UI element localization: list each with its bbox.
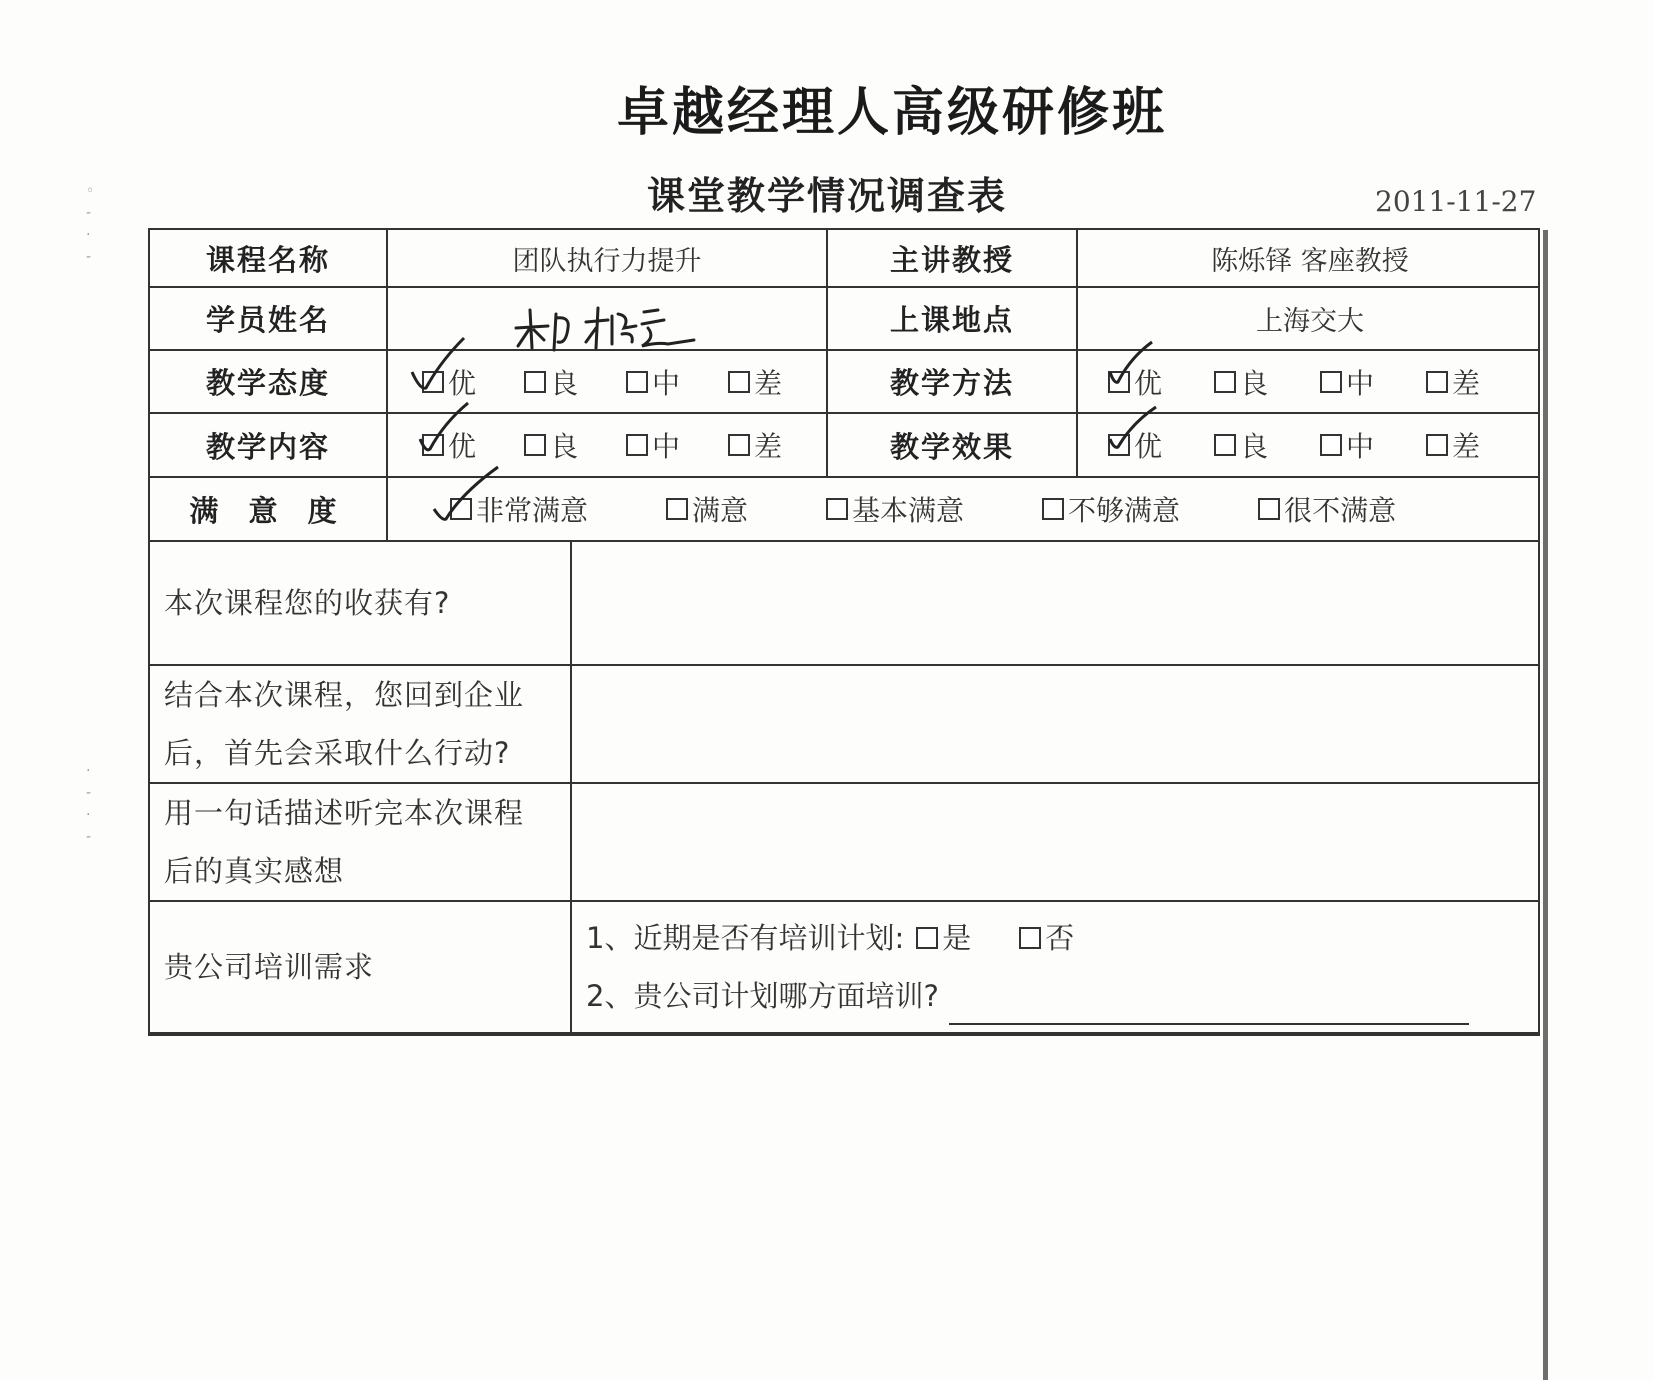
option-label: 中: [652, 430, 681, 463]
handwritten-signature: [508, 298, 698, 358]
satisfaction-row: [150, 478, 1538, 542]
method-options-cell: [1076, 351, 1542, 412]
checkbox[interactable]: [1214, 371, 1236, 393]
binding-marks-bottom: · - · -: [86, 763, 92, 845]
option-label: 基本满意: [852, 494, 965, 527]
effect-label: 教学效果: [826, 414, 1076, 476]
training-needs-text: 贵公司培训需求: [164, 950, 375, 984]
checkbox[interactable]: [826, 498, 848, 520]
content-label: 教学内容: [205, 429, 330, 464]
gains-row: [150, 542, 1538, 666]
method-option-poor[interactable]: [1426, 362, 1480, 402]
course-value[interactable]: 团队执行力提升: [386, 230, 826, 286]
student-label: 学员姓名: [205, 303, 330, 337]
checkbox[interactable]: [524, 434, 546, 456]
option-label: 良: [550, 366, 579, 400]
satisfaction-options: [388, 489, 1396, 529]
satisfaction-option-very-dissatisfied[interactable]: [1258, 489, 1396, 529]
option-label: 良: [550, 430, 579, 463]
option-label: 差: [1452, 366, 1481, 400]
content-options: [388, 425, 782, 465]
training-area-answer-line[interactable]: [949, 989, 1469, 1025]
checkbox[interactable]: [728, 371, 750, 393]
content-option-excellent[interactable]: [422, 425, 476, 465]
checkbox[interactable]: [422, 371, 444, 393]
option-label: 优: [1134, 430, 1163, 463]
feelings-row: [150, 784, 1538, 902]
method-option-fair[interactable]: [1320, 362, 1374, 402]
effect-options: [1078, 425, 1480, 465]
effect-option-excellent[interactable]: [1108, 425, 1162, 465]
attitude-row: [150, 351, 1538, 414]
checkbox[interactable]: [1258, 498, 1280, 520]
method-option-excellent[interactable]: [1108, 362, 1162, 402]
option-label: 中: [652, 366, 681, 400]
checkbox[interactable]: [1214, 434, 1236, 456]
checkbox[interactable]: [728, 434, 750, 456]
satisfaction-label: 满 意 度: [189, 493, 347, 528]
effect-option-fair[interactable]: [1320, 425, 1374, 465]
course-row: [150, 230, 1538, 288]
checkbox[interactable]: [916, 927, 938, 949]
method-option-good[interactable]: [1214, 362, 1268, 402]
option-label: 非常满意: [476, 494, 589, 527]
satisfaction-option-not-satisfied[interactable]: [1042, 489, 1180, 529]
paper-fold-line: [1543, 230, 1548, 1380]
method-options: [1078, 362, 1480, 402]
attitude-options-cell: [386, 351, 826, 412]
feelings-question: [150, 784, 570, 900]
form-subtitle: 课堂教学情况调查表: [646, 174, 1007, 218]
option-label: 优: [448, 366, 477, 400]
actions-row: [150, 666, 1538, 784]
checkbox[interactable]: [626, 434, 648, 456]
actions-question-line2: 后，首先会采取什么行动?: [164, 736, 511, 770]
binding-marks-top: ◦ - · -: [86, 183, 95, 265]
option-label: 很不满意: [1284, 494, 1397, 527]
checkbox[interactable]: [1320, 371, 1342, 393]
satisfaction-options-cell: [386, 478, 1542, 540]
survey-form: [148, 228, 1540, 1036]
gains-question: [150, 542, 570, 664]
option-label: 优: [448, 430, 477, 463]
training-plan-question: [586, 909, 1074, 967]
feelings-question-line1: 用一句话描述听完本次课程: [164, 796, 525, 830]
course-label: 课程名称: [205, 242, 330, 277]
attitude-options: [388, 362, 782, 402]
feelings-question-line2: 后的真实感想: [164, 854, 345, 888]
option-label: 差: [754, 430, 783, 463]
satisfaction-option-basically-satisfied[interactable]: [826, 489, 964, 529]
checkbox[interactable]: [1042, 498, 1064, 520]
training-needs-label: [150, 902, 570, 1032]
checkbox[interactable]: [422, 434, 444, 456]
method-label: 教学方法: [826, 351, 1076, 412]
checkbox[interactable]: [1019, 927, 1041, 949]
attitude-option-poor[interactable]: [728, 362, 782, 402]
effect-options-cell: [1076, 414, 1542, 476]
checkbox[interactable]: [626, 371, 648, 393]
training-area-question: [586, 967, 1469, 1025]
effect-option-poor[interactable]: [1426, 425, 1480, 465]
page-title: 卓越经理人高级研修班: [616, 83, 1167, 143]
option-label: 良: [1240, 430, 1269, 463]
location-label: 上课地点: [826, 288, 1076, 349]
checkbox[interactable]: [1426, 371, 1448, 393]
checkbox[interactable]: [666, 498, 688, 520]
content-option-good[interactable]: [524, 425, 578, 465]
satisfaction-option-very-satisfied[interactable]: [450, 489, 588, 529]
training-needs-row: [150, 902, 1538, 1034]
attitude-option-good[interactable]: [524, 362, 578, 402]
teacher-value[interactable]: 陈烁铎 客座教授: [1076, 230, 1542, 286]
gains-answer-field[interactable]: [570, 542, 1542, 664]
location-value[interactable]: 上海交大: [1076, 288, 1542, 349]
option-label: 中: [1346, 366, 1375, 400]
checkbox[interactable]: [524, 371, 546, 393]
option-label: 不够满意: [1068, 494, 1181, 527]
option-label: 差: [754, 366, 783, 400]
content-option-poor[interactable]: [728, 425, 782, 465]
training-plan-no-option[interactable]: [1019, 909, 1074, 967]
attitude-label: 教学态度: [205, 366, 330, 400]
actions-question-line1: 结合本次课程，您回到企业: [164, 678, 525, 712]
option-label: 良: [1240, 366, 1269, 400]
checkbox[interactable]: [1108, 434, 1130, 456]
student-row: [150, 288, 1538, 351]
actions-answer-field[interactable]: [570, 666, 1542, 782]
student-signature-field[interactable]: [386, 288, 826, 349]
option-label: 是: [942, 921, 972, 955]
attitude-option-fair[interactable]: [626, 362, 680, 402]
attitude-option-excellent[interactable]: [422, 362, 476, 402]
gains-question-text: 本次课程您的收获有?: [164, 586, 451, 620]
teacher-label: 主讲教授: [826, 230, 1076, 286]
effect-option-good[interactable]: [1214, 425, 1268, 465]
satisfaction-option-satisfied[interactable]: [666, 489, 748, 529]
checkbox[interactable]: [1108, 371, 1130, 393]
option-label: 否: [1045, 921, 1075, 955]
training-plan-yes-option[interactable]: [916, 909, 971, 967]
content-option-fair[interactable]: [626, 425, 680, 465]
checkbox[interactable]: [450, 498, 472, 520]
option-label: 中: [1346, 430, 1375, 463]
option-label: 优: [1134, 366, 1163, 400]
training-plan-text: 1、近期是否有培训计划:: [586, 921, 905, 955]
training-area-text: 2、贵公司计划哪方面培训?: [586, 979, 939, 1013]
checkbox[interactable]: [1320, 434, 1342, 456]
actions-question: [150, 666, 570, 782]
option-label: 差: [1452, 430, 1481, 463]
option-label: 满意: [692, 494, 749, 527]
form-date: 2011-11-27: [1375, 185, 1537, 218]
checkbox[interactable]: [1426, 434, 1448, 456]
training-needs-answers: [570, 902, 1542, 1032]
content-options-cell: [386, 414, 826, 476]
feelings-answer-field[interactable]: [570, 784, 1542, 900]
content-row: [150, 414, 1538, 478]
